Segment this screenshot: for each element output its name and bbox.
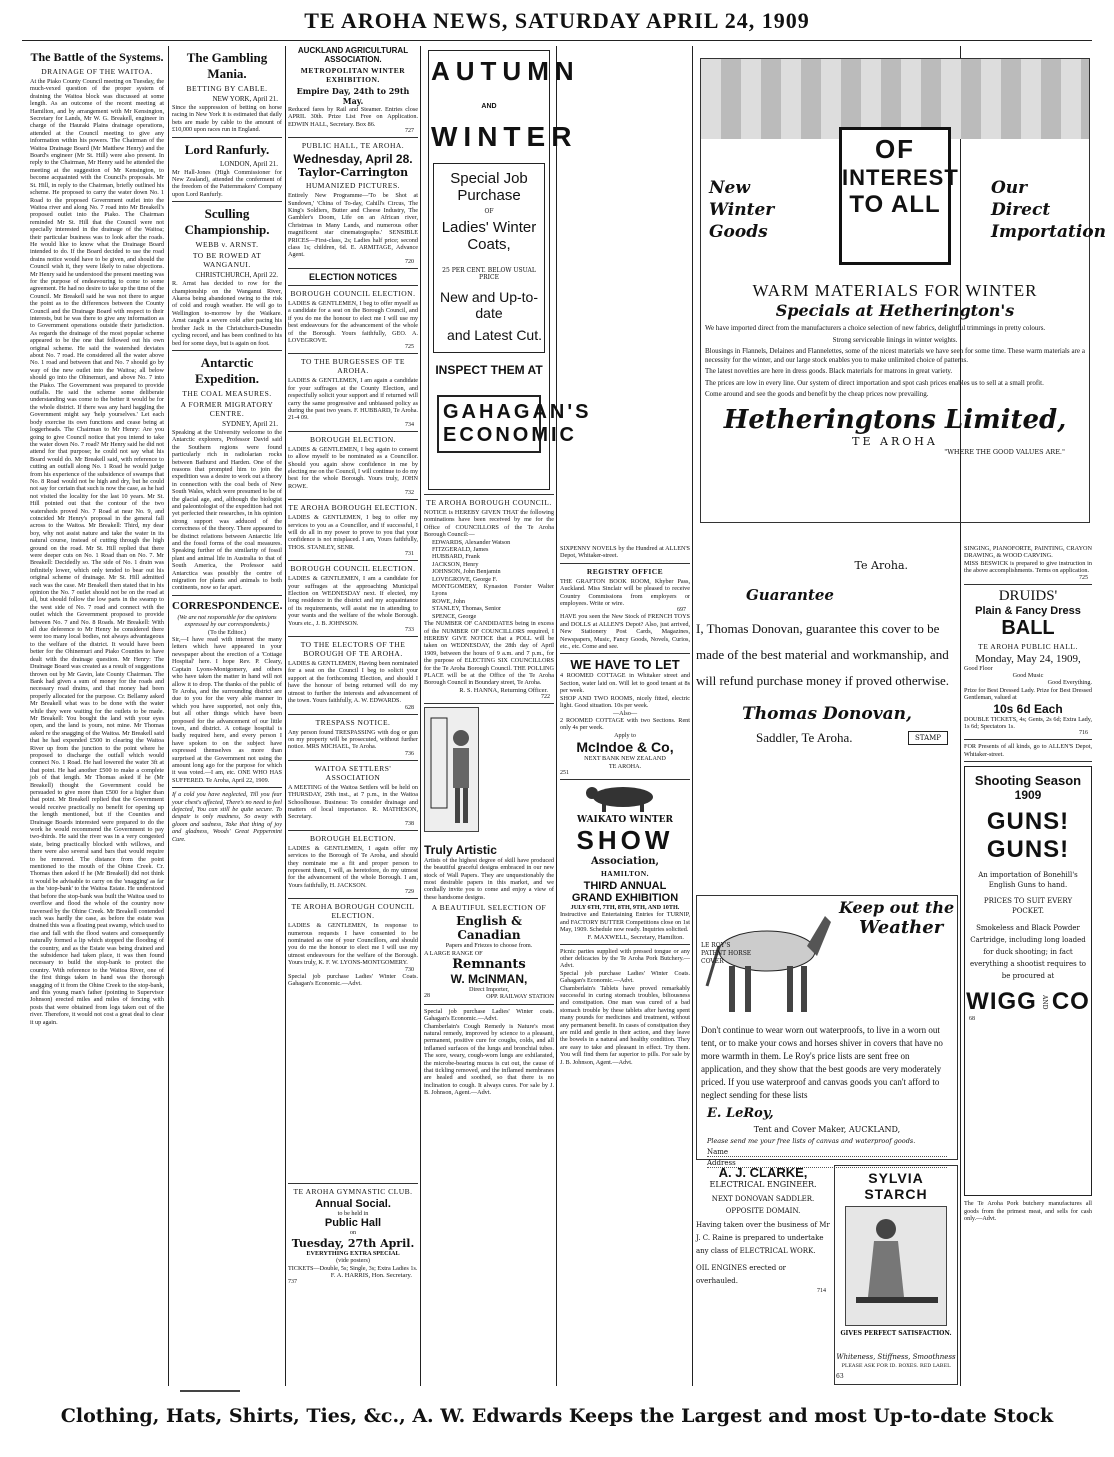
gahagan-name-box — [437, 395, 592, 453]
gambling-body: Since the suppression of betting on horse racing in New York it is estimated that daily bets are made by cable to the amount of £10,000 upon races run in England. — [172, 104, 282, 134]
divider — [560, 653, 690, 654]
ad-number: 725 — [405, 344, 414, 351]
starch-subtitle: GIVES PERFECT SATISFACTION. — [840, 1330, 952, 1337]
divider — [288, 830, 418, 831]
show-line: Association, — [591, 855, 659, 867]
ad-number: 736 — [405, 750, 414, 757]
election-head: BOROUGH COUNCIL ELECTION. — [290, 564, 416, 574]
sculling-subtitle-2: TO BE ROWED AT WANGANUI. — [192, 251, 262, 270]
presents-ad: FOR Presents of all kinds, go to ALLEN'S Depot, Whitaker-street. — [964, 743, 1092, 758]
election-body: LADIES & GENTLEMEN, I beg to offer myself as a candidate for a seat on the Borough Council, and if you do me the honour to elect me I will use my best endeavours for the advancement of the whole of the Borough. Yours faithfully, GEO. A. LOVEGROVE. — [288, 299, 418, 344]
candidate-name: JACKSON, Henry — [432, 560, 479, 568]
ball-line: Good Everything. — [1047, 679, 1092, 687]
let-title: WE HAVE TO LET — [570, 657, 680, 673]
ad-number: 732 — [405, 490, 414, 497]
let-apply: Apply to — [614, 731, 636, 739]
address-field[interactable]: Address — [707, 1159, 947, 1168]
divider — [288, 499, 418, 500]
artistic-ad-top — [424, 707, 554, 837]
divider — [172, 595, 282, 596]
election-body: LADIES & GENTLEMEN, Having been nominated for a seat on the Council I beg to solicit your support at the forthcoming Election, and should I have the honour of being returned will do my utmost to further the interests and advancement of the town. Yours faithfully, A. W. EDWARDS. — [288, 660, 418, 705]
candidate-name: LOVEGROVE, George F. — [432, 575, 498, 583]
interest-toall: TO ALL — [849, 191, 941, 218]
painter-illustration — [424, 707, 479, 832]
ad-number: 722 — [541, 693, 550, 700]
divider — [424, 703, 554, 704]
election-head: BOROUGH ELECTION. — [310, 434, 396, 444]
advt-note: Special job purchase Ladies' Winter Coats. Gahagan's Economic.—Advt. — [288, 972, 418, 988]
divider — [172, 137, 282, 138]
toys-ad: HAVE you seen the New Stock of FRENCH TOYS and DOLLS at ALLEN'S Depot? Also, just arrived, New Stationery Post Cards, Magazines, Newspapers, Music, Fancy Goods, Novels, Curios, etc., etc. Come and see. — [560, 613, 690, 651]
clarke-line: OPPOSITE DOMAIN. — [725, 1207, 801, 1215]
job-purchase-price: 25 PER CENT. BELOW USUAL PRICE — [442, 267, 536, 281]
gym-line: to be held in — [337, 1210, 369, 1217]
hetherington-firm: Hetheringtons Limited, — [723, 404, 1067, 435]
paragraph: The prices are low in every line. Our system of direct importation and spot cash prices enables us to sell at a small profit. — [705, 378, 1044, 387]
artistic-line: A LARGE RANGE OF — [424, 949, 483, 957]
election-notices-title: ELECTION NOTICES — [308, 271, 397, 282]
hall-subtitle: HUMANIZED PICTURES. — [305, 181, 401, 191]
weather-top — [697, 896, 957, 1024]
horse-illustration — [697, 896, 837, 1024]
candidate-name: EDWARDS, Alexander Watson — [432, 538, 511, 546]
paragraph: Come around and see the goods and benefit by the cheap prices now prevailing. — [705, 390, 929, 398]
singing-head: SINGING, PIANOFORTE, PAINTING, CRAYON DRAWING, & WOOD CARVING. — [964, 545, 1092, 560]
ball-prize: Prize for Best Dressed Lady. Prize for Best Dressed Gentleman, valued at — [964, 686, 1092, 702]
advt-note: Chamberlain's Tablets have proved remarkably successful in curing stomach troubles, biliousness and constipation. One man was cured of a bad stomach trouble by these tablets after having spent many pounds for medicines and treatment, without any permanent benefit. In cases of constipation they are mild and gentle in their action, and they leave the bowels in a natural and healthy condition. They are easy to take and pleasant in effect. Try them. You will find them far superior to pills. For sale by J. B. Johnson, Agent.—Advt. — [560, 984, 690, 1066]
hetherington-left — [709, 177, 774, 243]
weather-body: Don't continue to wear worn out waterproofs, to live in a worn out tent, or to make your cows and horses shiver in covers that have no more warmth in them. Le Roy's price lists are sent free on application, and they show that the best goods are very moderately priced. If you use waterproof and canvas goods you can't afford to neglect sending for these lists — [701, 1025, 943, 1100]
notice-body: NOTICE is HEREBY GIVEN THAT the following nominations have been received by me for the Office of COUNCILLORS of the Te Aroha Borough Council:— — [424, 509, 554, 539]
hall-name: Taylor-Carrington — [297, 166, 409, 180]
divider — [172, 201, 282, 202]
clarke-subtitle: ELECTRICAL ENGINEER. — [709, 1180, 817, 1189]
agri-subtitle: METROPOLITAN WINTER EXHIBITION. — [300, 66, 406, 84]
left-word: Winter — [709, 200, 775, 220]
sculling-title: Sculling Championship. — [184, 206, 270, 238]
ad-number: 729 — [405, 889, 414, 896]
weather-title: Keep out the — [839, 898, 955, 917]
left-word: Goods — [709, 222, 768, 242]
job-purchase-of: OF — [484, 208, 494, 215]
wigg-name: WIGG — [966, 988, 1037, 1016]
gym-date: Tuesday, 27th April. — [291, 1236, 415, 1250]
artistic-line: Papers and Friezes to choose from. — [445, 942, 533, 950]
notice-head: TE AROHA BOROUGH COUNCIL. — [426, 498, 552, 507]
article-subtitle: DRAINAGE OF THE WAITOA. — [41, 67, 153, 76]
show-dates: JULY 6TH, 7TH, 8TH, 9TH, AND 10TH. — [570, 903, 680, 911]
gym-tickets: TICKETS—Double, 5s; Single, 3s; Extra Ladies 1s. — [288, 1264, 418, 1272]
ad-number: 28 — [424, 993, 430, 1000]
candidate-name: HUBBARD, Frank — [432, 553, 480, 561]
column-right — [964, 545, 1092, 1385]
shoot-year: 1909 — [1014, 788, 1042, 803]
gahagan-economic: ECONOMIC — [443, 424, 577, 446]
ad-number: 714 — [817, 1288, 826, 1294]
sixpenny-ad: SIXPENNY NOVELS by the Hundred at ALLEN'S Depot, Whitaker-street. — [560, 545, 690, 560]
right-word: Direct — [991, 200, 1051, 220]
show-line: GRAND EXHIBITION — [571, 891, 679, 904]
guarantee-ad — [696, 545, 958, 865]
column-cables — [172, 46, 282, 1386]
divider — [964, 739, 1092, 740]
sculling-subtitle: WEBB v. ARNST. — [195, 240, 259, 250]
ball-place: TE AROHA PUBLIC HALL. — [978, 641, 1078, 651]
gym-place: Public Hall — [324, 1217, 382, 1230]
paragraph: We have imported direct from the manufacturers a choice selection of new fabrics, delightful trimmings in pretty colours. — [705, 324, 1046, 332]
right-word: Our — [991, 178, 1028, 198]
gym-title: Annual Social. — [315, 1198, 391, 1210]
let-address: TE AROHA. — [608, 762, 642, 770]
left-word: New — [709, 178, 750, 198]
wigg-and: AND — [1040, 995, 1048, 1010]
ball-price: 10s 6d Each — [993, 701, 1063, 716]
job-purchase-line: New and Up-to-date — [439, 289, 539, 321]
gymnastic-ad — [288, 1180, 418, 1385]
show-line: THIRD ANNUAL — [583, 879, 667, 892]
column-misc — [560, 545, 690, 1385]
shoot-body: PRICES TO SUIT EVERY POCKET. — [983, 897, 1073, 916]
weather-title-2: Weather — [859, 917, 944, 938]
pork-ad: The Te Aroha Pork butchery manufactures all goods from the primest meat, and sells for cash only.—Advt. — [964, 1200, 1092, 1223]
ad-number: 733 — [405, 627, 414, 634]
divider — [288, 714, 418, 715]
artistic-big: English & Canadian — [456, 914, 522, 943]
ball-line: Good Music — [1012, 672, 1044, 680]
advt-note: Chamberlain's Cough Remedy is Nature's most natural remedy, improved by science to a pleasant, permanent, positive cure for coughs, colds, and all inflamed surfaces of the lungs and bronchial tubes. The sore, weary, cough-worn lungs are exhilarated, the microbe-bearing mucus is cut out, the cause of that tickling removed, and the inflamed membranes are healed and soothed, so that there is no inclination to cough. It always cures. For sale by J. B. Johnson, Agent.—Advt. — [424, 1022, 554, 1097]
gym-line: on — [349, 1229, 357, 1237]
artistic-firm: W. McINMAN, — [450, 972, 528, 986]
election-head: TE AROHA BOROUGH ELECTION. — [288, 503, 418, 513]
election-body: LADIES & GENTLEMEN, I am a candidate for your suffrages at the approaching Municipal Election on WEDNESDAY next. If elected, my long residence in the district and my acquaintance of its requirements, will assist me in attending to your wants and the welfare of the whole Borough. Yours etc., J. B. JOHNSON. — [288, 575, 418, 627]
artistic-body: Artists of the highest degree of skill have produced the beautiful graceful designs embraced in our new stock of Wall Papers. They are unquestionably the most desirable papers in this market, and we cordially invite you to come and enjoy a view of these handsome designs. — [424, 856, 554, 901]
sculling-body: R. Arnst has decided to row for the championship on the Wanganui River, Akaroa being abandoned owing to the risk of cold and rough weather. He will go to Wellington to-morrow by the Waikare. Arnst caught a severe cold after pacing his brother Jack in the Christchurch-Dunedin cycling record, and has been confined to his bed for some days, but is again on foot. — [172, 280, 282, 347]
artistic-footer — [424, 993, 554, 1000]
advt-note: Picnic parties supplied with pressed tongue or any other delicacies by the Te Aroha Pork Butchery.—Advt. — [560, 947, 690, 970]
antarctic-subtitle: THE COAL MEASURES. — [182, 388, 272, 398]
candidate-name: FITZGERALD, James — [432, 546, 489, 554]
hetherington-motto: "WHERE THE GOOD VALUES ARE." — [944, 447, 1065, 456]
autumn-word: AUTUMN — [431, 56, 580, 86]
ranfurly-dateline: LONDON, April 21. — [220, 159, 278, 168]
show-body: Instructive and Entertaining Entries for TURNIP, and FACTORY BUTTER Competitions close on 1st May, 1909. Schedule now ready. Inquiries solicited. — [560, 911, 690, 934]
weather-note: Please send me your free lists of canvas and waterproof goods. — [707, 1137, 916, 1145]
correspondence-note: (We are not responsible for the opinions expressed by our correspondents.) — [177, 613, 277, 629]
paragraph: Blousings in Flannels, Delaines and Flannelettes, some of the nicest materials we have seen for some time. These warm materials are a necessity for the winter, and our large stock enables you to make unlimited choice of patterns. — [705, 347, 1085, 364]
druids-title: DRUIDS' — [998, 587, 1058, 604]
election-body: LADIES & GENTLEMEN, I beg to offer my services to you as a Councillor, and if successful, I will do all in my power to prove to you that your confidence is not misplaced. I am, Yours faithfully, THOS. STANLEY, SENR. — [288, 514, 418, 551]
election-head: TE AROHA BOROUGH COUNCIL ELECTION. — [291, 902, 415, 921]
divider — [172, 787, 282, 788]
starch-ad — [834, 1165, 958, 1385]
druids-subtitle: Plain & Fancy Dress — [975, 604, 1081, 617]
painter-icon — [425, 708, 480, 833]
show-signature: F. MAXWELL, Secretary, Hamilton. — [587, 933, 684, 941]
agri-title: AUCKLAND AGRICULTURAL ASSOCIATION. — [297, 46, 409, 64]
guarantee-body: I, Thomas Donovan, guarantee this cover to be made of the best material and workmanship, and will refund purchase money if proved otherwise. — [696, 621, 950, 688]
guarantee-footer — [696, 730, 958, 746]
shoot-line: Shooting Season — [974, 773, 1082, 789]
shooting-ad — [964, 766, 1092, 1196]
inspect-line: INSPECT THEM AT — [435, 363, 543, 377]
paragraph: The latest novelties are here in dress goods. Black materials for matrons in great variety. — [705, 367, 953, 375]
guarantee-town: Te Aroha. — [854, 559, 908, 572]
masthead-rule — [22, 40, 1092, 41]
election-body: LADIES & GENTLEMEN, I beg again to consent to allow myself to be nominated as a Councillor. Should you again show confidence in me by electing me on the Council, I will continue to do my best for the whole Borough. Yours truly, JOHN ROWE. — [288, 445, 418, 490]
gambling-subtitle: BETTING BY CABLE. — [186, 84, 268, 93]
ad-number: 716 — [1079, 730, 1088, 737]
bull-illustration — [568, 783, 682, 813]
clarke-line: NEXT DONOVAN SADDLER. — [711, 1195, 815, 1203]
artistic-title: Truly Artistic — [424, 842, 497, 857]
divider — [288, 636, 418, 637]
waitoa-body: A MEETING of the Waitoa Settlers will be held on THURSDAY, 29th inst., at 7 p.m., in the Waitoa Schoolhouse. Business: To consider drainage and matters of local importance. R. MATHESON, Secretary. — [288, 783, 418, 821]
right-word: Importation — [991, 222, 1106, 242]
gym-signature: F. A. HARRIS, Hon. Secretary. — [330, 1272, 412, 1280]
divider — [288, 285, 418, 286]
name-field[interactable]: Name — [707, 1148, 947, 1157]
gym-head: TE AROHA GYMNASTIC CLUB. — [293, 1187, 413, 1196]
registry-head: REGISTRY OFFICE — [586, 566, 664, 576]
hetherington-text — [705, 281, 1085, 456]
sculling-dateline: CHRISTCHURCH, April 22. — [195, 271, 278, 280]
election-head: BOROUGH ELECTION. — [310, 833, 396, 843]
warm-materials: WARM MATERIALS FOR WINTER — [752, 281, 1038, 300]
weather-ad — [696, 895, 958, 1167]
notice-signature: R. S. HANNA, Returning Officer. — [459, 686, 548, 694]
clarke-line: OIL ENGINES erected or overhauled. — [696, 1264, 786, 1285]
job-purchase-line: Special Job Purchase — [450, 170, 528, 204]
clarke-body: Having taken over the business of Mr J. C. Raine is prepared to undertake any class of ELECTRICAL WORK. — [696, 1221, 830, 1255]
starch-title: SYLVIA STARCH — [864, 1170, 928, 1202]
divider — [288, 1183, 418, 1184]
divider — [560, 944, 690, 945]
show-big: SHOW — [576, 824, 674, 855]
candidate-name: JOHNSON, John Benjamin — [432, 568, 501, 576]
column-rule — [556, 46, 557, 1386]
column-rule — [692, 46, 693, 1386]
divider — [424, 1004, 554, 1005]
gym-line: (vide posters) — [336, 1257, 370, 1265]
ad-number: 730 — [405, 966, 414, 973]
guarantee-trade: Saddler, Te Aroha. — [756, 730, 853, 745]
hetherington-right — [991, 177, 1106, 243]
show-line: HAMILTON. — [600, 868, 650, 878]
ad-number: 734 — [405, 421, 414, 428]
and-word: AND — [481, 103, 497, 110]
footer-banner: Clothing, Hats, Shirts, Ties, &c., A. W. Edwards Keeps the Largest and most Up-to-date Stock — [60, 1405, 1054, 1427]
correspondence-body: Sir,—I have read with interest the many letters which have appeared in your newspaper about the erection of a 'Cottage Hospital' here. I hope Rev. P. Cleary, Captain Lyons-Montgomery, and others who have taken the matter in hand will not allow it to drop. The thanks of the public of Te Aroha, and the surrounding district are due to you for the very able manner in which you have supported, not only this, but all other things which have been proposed for the advancement of our little town, and district. A cottage hospital is badly required here, and every person I have spoken to on the subject have expressed themselves as more than surprised at the Government not using the amount long ago for the purpose for which it was voted.—I am, etc. ONE WHO HAS SUFFERED. Te Aroha, April 22, 1909. — [172, 636, 282, 784]
advt-note: Special job purchase Ladies' Winter coats. Gahagan's Economic.—Advt. — [424, 1007, 554, 1023]
artistic-subtitle: A BEAUTIFUL SELECTION OF — [431, 903, 547, 913]
let-address: NEXT BANK NEW ZEALAND — [584, 755, 666, 763]
let-item: SHOP AND TWO ROOMS, nicely fitted, electric light. Good situation. 10s per week. — [560, 694, 690, 710]
correspondence-title: CORRESPONDENCE. — [172, 599, 283, 612]
ad-number: 63 — [836, 1373, 844, 1380]
hetherington-ad — [700, 58, 1106, 523]
gym-line: EVERYTHING EXTRA SPECIAL — [306, 1249, 400, 1257]
election-head: TO THE ELECTORS OF THE BOROUGH OF TE AROHA. — [300, 640, 406, 659]
hall-title: PUBLIC HALL, TE AROHA. — [301, 141, 405, 151]
divider — [288, 431, 418, 432]
interest-word: INTEREST — [842, 165, 959, 190]
hall-body: Entirely New Programme—'To be Shot at Sundown,' 'China of To-day, Cahill's Circus, The King's Soldiers, Butter and Cheese Industry, The Gambler's Doom, Life on an African river, Christmas in Many Lands, and numerous other magnificent star cinematographs.' SENSIBLE PRICES—First-class, 2s; Ladies half price; second class 1s; children, 6d. E. ARMITAGE, Advance Agent. — [288, 192, 418, 259]
starch-line: PLEASE ASK FOR ID. BOXES. RED LABEL — [841, 1363, 951, 1369]
let-item: 4 ROOMED COTTAGE in Whitaker street and Section, water laid on. Will let to good tenant at 8s per week. — [560, 672, 690, 695]
trespass-body: Any person found TRESPASSING with dog or gun on my property will be prosecuted, without further notice. MRS MICHAEL, Te Aroha. — [288, 728, 418, 751]
agri-dates: Empire Day, 24th to 29th May. — [296, 86, 410, 106]
candidate-name: ROWE, John — [432, 597, 465, 605]
wigg-co: CO — [1051, 988, 1090, 1016]
ad-number: 251 — [560, 769, 569, 776]
footer-ornament — [180, 1390, 240, 1392]
hall-date: Wednesday, April 28. — [293, 152, 413, 167]
ad-number: 68 — [969, 1016, 975, 1023]
let-firm: McIndoe & Co, — [576, 739, 674, 756]
column-rule — [285, 46, 286, 1386]
candidate-name: MONTGOMERY, Kynaston Forster Walter Lyons — [432, 583, 554, 598]
starch-illustration — [845, 1206, 947, 1326]
guns-1: GUNS! — [986, 808, 1070, 836]
election-body: LADIES & GENTLEMEN, I again offer my services to the Borough of Te Aroha, and should they nominate me a fit and proper person to represent them, I will, as heretofore, do my utmost for the advancement of the whole Borough. I am, Yours faithfully, H. JACKSON. — [288, 844, 418, 889]
specials-line: Specials at Hetherington's — [775, 301, 1015, 320]
article-title: The Battle of the Systems. — [30, 50, 164, 64]
ball-date: Monday, May 24, 1909, — [975, 652, 1081, 665]
election-body: LADIES & GENTLEMEN, In response to numerous requests I have consented to be nominated as one of your Councillors, and should you do me the honour to elect me I will use my utmost endeavours for the welfare of the Borough. Yours truly, K. F. W. LYONS-MONTGOMERY. — [288, 922, 418, 967]
election-head: BOROUGH COUNCIL ELECTION. — [290, 288, 416, 298]
let-also: —Also— — [612, 709, 638, 717]
bull-icon — [568, 783, 678, 813]
ranfurly-body: Mr Hall-Jones (High Commissioner for New Zealand), attended the conferment of the freedom of the Patternmakers' Company upon Lord Ranfurly. — [172, 168, 282, 198]
trespass-head: TRESPASS NOTICE. — [315, 717, 391, 727]
horse-cover-label: LE ROY'S PATENT HORSE COVER — [701, 942, 752, 965]
divider — [288, 898, 418, 899]
gambling-dateline: NEW YORK, April 21. — [212, 95, 278, 103]
gahagan-ad — [428, 50, 592, 490]
registry-body: THE GRAFTON BOOK ROOM, Khyber Pass, Auckland. Miss Sinclair will be pleased to receive Country Commissions from employers or employees. Write or wire. — [560, 577, 690, 608]
job-purchase-line: Ladies' Winter Coats, — [441, 219, 537, 253]
antarctic-body: Speaking at the University welcome to the Antarctic explorers, Professor David said the Southern regions were found particularly rich in radiolarian rocks between Bathurst and Harden. One of the reasons that prompted him to join the expedition was a desire to work out a theory in connection with the coal beds of New South Wales, which were presumed to be of the glacial age, and, although the biologist and paleontologist of the expedition had not yet perfected their researches, in his opinion strong support was adduced of the correctness of the theory. There appeared to be distinct relations between Antarctic life and the fossil forms of the coal measures. Speaking further of the similarity of fossil plant and animal life in Australia to that of South America, the Professor said Antarctica was possibly the centre of migration for plants and animals to both continents, now so far apart. — [172, 428, 282, 592]
ball-tickets: DOUBLE TICKETS, 4s; Gents, 2s 6d; Extra Lady, 1s 6d; Spectators 1s. — [964, 715, 1092, 731]
divider — [288, 760, 418, 761]
artistic-remnants: Remnants — [452, 957, 526, 972]
shoot-body: Smokeless and Black Powder Cartridge, including long loaded for duck shooting; in fact everything a shootist requires to be procured at — [970, 924, 1086, 981]
weather-heading — [837, 896, 957, 1024]
gambling-title: The Gambling Mania. — [186, 50, 268, 81]
column-rule — [420, 46, 421, 1386]
ad-number: 628 — [405, 704, 414, 711]
divider — [560, 563, 690, 564]
advt-note: Special job purchase Ladies' Winter Coats. Gahagan's Economic.—Advt. — [560, 969, 690, 985]
ball-line: Good Floor — [964, 664, 993, 672]
column-rule — [168, 46, 169, 1386]
autumn-heading — [431, 56, 580, 121]
starch-line: Whiteness, Stiffness, Smoothness — [836, 1353, 956, 1361]
divider — [424, 494, 554, 495]
let-item: 2 ROOMED COTTAGE with two Sections. Rent only 4s per week. — [560, 716, 690, 732]
wigg-logo — [966, 988, 1090, 1016]
ad-number: 731 — [405, 551, 414, 558]
guarantee-title: Guarantee — [746, 586, 834, 604]
gahagan-name: GAHAGAN'S — [443, 401, 592, 423]
winter-heading: WINTER — [431, 121, 578, 152]
antarctic-subtitle-2: A FORMER MIGRATORY CENTRE. — [180, 399, 274, 418]
hetherington-town: TE AROHA — [852, 434, 938, 448]
column-battle — [30, 46, 164, 1386]
notice-body-2: The NUMBER OF CANDIDATES being in excess of the NUMBER OF COUNCILLORS required, I HEREBY GIVE NOTICE that a POLL will be taken on WEDNESDAY, the 28th day of April 1909, between the hours of 9 a.m. and 7 p.m., for the purpose of ELECTING SIX COUNCILLORS for the Te Aroha Borough Council. THE POLLING PLACE will be at the Office of the Te Aroha Borough Council in Boundary street, Te Aroha. — [424, 620, 554, 687]
clarke-ad — [696, 1165, 830, 1385]
shoot-body: An importation of Bonehill's English Guns to hand. — [978, 871, 1078, 890]
ad-number: 737 — [288, 1279, 297, 1286]
job-purchase-line: and Latest Cut. — [447, 327, 542, 343]
divider — [288, 560, 418, 561]
guarantee-signature: Thomas Donovan, — [742, 704, 912, 724]
divider — [288, 268, 418, 269]
clarke-title: A. J. CLARKE, — [718, 1165, 808, 1180]
antarctic-dateline: SYDNEY, April 21. — [222, 419, 278, 428]
correspondence-to: (To the Editor.) — [208, 628, 246, 636]
singing-body: MISS BESWICK is prepared to give instruction in the above accomplishments. Terms on application. — [964, 559, 1092, 575]
divider — [288, 353, 418, 354]
ball-title: BALL — [1001, 616, 1055, 639]
poem: If a cold you have neglected, Till you fear your chest's affected, There's no need to feel dejected, You can still be quite secure. To despair is only madness, So away with gloom and sadness, Take that thing of joy and gladness, Woods' Great Peppermint Cure. — [172, 791, 282, 843]
ad-number: 697 — [677, 607, 686, 614]
ranfurly-title: Lord Ranfurly. — [184, 141, 270, 157]
artistic-address: OPP. RAILWAY STATION — [486, 993, 554, 1001]
antarctic-title: Antarctic Expedition. — [195, 354, 259, 386]
stamp-box: STAMP — [908, 731, 948, 745]
agri-body: Reduced fares by Rail and Steamer. Entries close APRIL 30th. Prize List Free on Application. EDWIN HALL, Secretary. Box 86. — [288, 106, 418, 128]
interest-of: OF — [874, 134, 916, 164]
divider — [560, 779, 690, 780]
masthead: TE AROHA NEWS, SATURDAY APRIL 24, 1909 — [304, 8, 810, 33]
divider — [964, 584, 1092, 585]
waitoa-head: WAITOA SETTLERS' ASSOCIATION — [314, 763, 392, 782]
article-body: At the Piako County Council meeting on Tuesday, the much-vexed question of the proper system of draining the Waitoa block was discussed at some length. As an outcome of the recent meeting at Hamilton, and by arrangement with Mr Kensington, Secretary for Lands, Mr W. G. Breakell, engineer in charge of the Hauraki Plains drainage operations, attended at the Council meeting to give any information within his powers. The Chairman of the Waitoa Drainage Board (Mr Matthew Henry) and the Board's engineer (Mr St. Hill) were also present. In reply to the Chairman, Mr Henry said he attended the meeting at the suggestion of Mr Kensington, to become acquainted with the Council's proposals. Mr St. Hill, in reply to the Chairman, briefly outlined his scheme. He proposed to carry the water down No. 1 Road to the proposed Government outlet into the Waitoa river and along No. 7 road into Mr Breakell's proposed outlet into the Piako. The Chairman reminded Mr St. Hill that the Council were not specially interested in the drainage of the Waitoa; their particular business was to look after the roads. He would like to know what the Drainage Board intended to do. If the Board decided to use the road drains notice would have to be given, and should the Council wish it, they were likely to raise objections. Mr Henry said he understood the present meeting was for the purpose of endeavouring to come to some agreement. He had no desire to take up the time of the Council. Mr Breakell said he was not there to argue the point as to the differences between the County Council and the Drainage Board with respect to their interests, but he was there to give any information as to Government operations outside their jurisdiction. As regards the drainage of the most popular scheme appeared to be the one that followed out his own original scheme. He said the watershed deviates about No. 7 road. He considered all the water above No. 1 road and between that and No. 7 should go by way of the new outlet into the Waitoa; all below should go into the Ohinemuri, and above No. 7 into the Piako. The Government was prepared to provide outfalls. He said the scheme some deliberate understanding was come to the better it would be for the whole district. If there was any hard haggling the Government might say 'help yourselves.' Let each body exercise its own functions and cease being at loggerheads. The Chairman to Mr Henry: Are you going to give Council notice that you intend to take the water down No. 7 road? Mr Henry said he did not attend for that purpose; he could not say what his Board would do. Mr Breakell said, with reference to cutting an outfall along No. 1 Road he would judge from his experience of the subsidence of swamps that No. 8 Road would not be high and dry, but he could not say for certain that such is now the case, as he had not visited the locality for the last 10 years. Mr St. Hill pointed out that the contour of the two watersheds proved No. 7 Road at near No. 9, and coincided Mr Henry's proposal in the general fall across to the Waitoa. Mr Breakell: Third, my dear boy, why not assist nature and take the water in its natural course, instead of cutting through the high ground on the road. Mr St. Hill replied that there were deeper cuts on No. 1 Road than on No. 7. Mr Breakell: Decidedly so. The side of No. 1 drain was infinitely lower, which only tended to bear out his original scheme of drainage. Mr St. Hill admitted such was the case. Mr Breakell then stated that in his opinion the No. 7 outlet should not be on the road at all, but should follow the low parts in the swamp to the west side of No. 7 road and connect with the outlet which the Government proposed to provide between No. 7 and No. 8 Roads. Mr Breakell: With all due deference to Mr Henry he considered there were too many local bodies, not always advantageous to the welfare of the district. It would have been better for the Ohinemuri and Piako Counties to have dealt with the drainage question. Mr Henry: The Drainage Board was created as a result of suggestions thrown out by Mr Gavin, late County Chairman. The Bank had given a sum of money for the roads and necessary road drains, and that money had been properly allocated for the purpose. Cr. Bellamy asked Mr Breakell what was to be done with the water while they were waiting for the outlets to be made. Mr Breakell: You bought the land with your eyes open, and the land is yours, not mine. Mr Thomas asked re the snagging of the Waitoa. Mr Breakell said that he had expended £500 in clearing the Waitoa River up from the junction to the point where he proposed to discharge the outfall which would connect No. 1 Road. He had lowered the water 3ft at that point. He had another £500 to make a complete job of that length. Mr Thomas asked if he (Mr Breakell) thought the Government could be persuaded to give more than £500 for a higher than that point. Mr Breakell replied that the Government would receive practically no benefit for opening up the length mentioned, but if the Counties and Drainage Boards interested were prepared to do the work he would recommend the Government to pay two-thirds. He said the river was in a very congested state, being practically blocked with willows, and there were also several sand bars that would require to be removed. The distance from the point mentioned to the mouth of the Ohine Creek. Cr. Thomas then asked if he (Mr Breakell) did not think it would be advisable to carry on the 'snagging' as far as the 'stop-bank' to the Waitoa Estate. He understood that before the stop-bank was built the Waitoa used to overflow and flood the whole of the country now traversed by the Ohine Creek. Mr Breakell contended such was hardly the case, as before the estate was drained this was a floating peat swamp, which used to rise and fall with the flood waters and consequently naturally formed a lip which stopped the flooding of the country, and as the Estate was being drained and the subsidence had taken place, it was then found necessary to build the stop-bank to protect the country. With reference to the Waitoa River, one of the first things taken in hand was the thorough snagging of it from the Ohine Creek to the stop-bank, and this young man's father (pointing to Supervisor Johnson) erected miles and miles of fencing with posts that were obtained from logs taken out of the river. Therefore, it would not cost a great deal to clear it up again. — [30, 78, 165, 1026]
election-head: TO THE BURGESSES OF TE AROHA. — [301, 357, 405, 376]
divider — [172, 350, 282, 351]
ad-number: 727 — [405, 128, 414, 135]
artistic-trade: Direct Importer, — [469, 986, 509, 993]
candidate-list — [424, 539, 554, 620]
candidate-name: STANLEY, Thomas, Senior — [432, 605, 502, 613]
divider — [288, 137, 418, 138]
election-body: LADIES & GENTLEMEN, I am again a candidate for your suffrages at the County Election, and respectfully solicit your support and if returned will carry the same progressive and unbiassed policy as during the past two years. F. HUBBARD, Te Aroha. 21-4 09. — [288, 377, 418, 422]
candidate-name: SPENCE, George — [432, 612, 477, 620]
show-line: WAIKATO WINTER — [577, 814, 673, 825]
ad-number: 725 — [1079, 574, 1088, 581]
interest-box — [839, 127, 959, 265]
job-purchase-box — [433, 163, 545, 353]
guns-2: GUNS! — [986, 836, 1070, 864]
divider — [964, 761, 1092, 762]
paragraph: Strong serviceable linings in winter weights. — [832, 335, 958, 344]
ad-number: 738 — [405, 820, 414, 827]
woman-ironing-icon — [846, 1207, 948, 1325]
ad-number: 720 — [405, 258, 414, 265]
weather-trade: Tent and Cover Maker, AUCKLAND, — [753, 1125, 901, 1134]
weather-signature: E. LeRoy, — [707, 1106, 774, 1121]
